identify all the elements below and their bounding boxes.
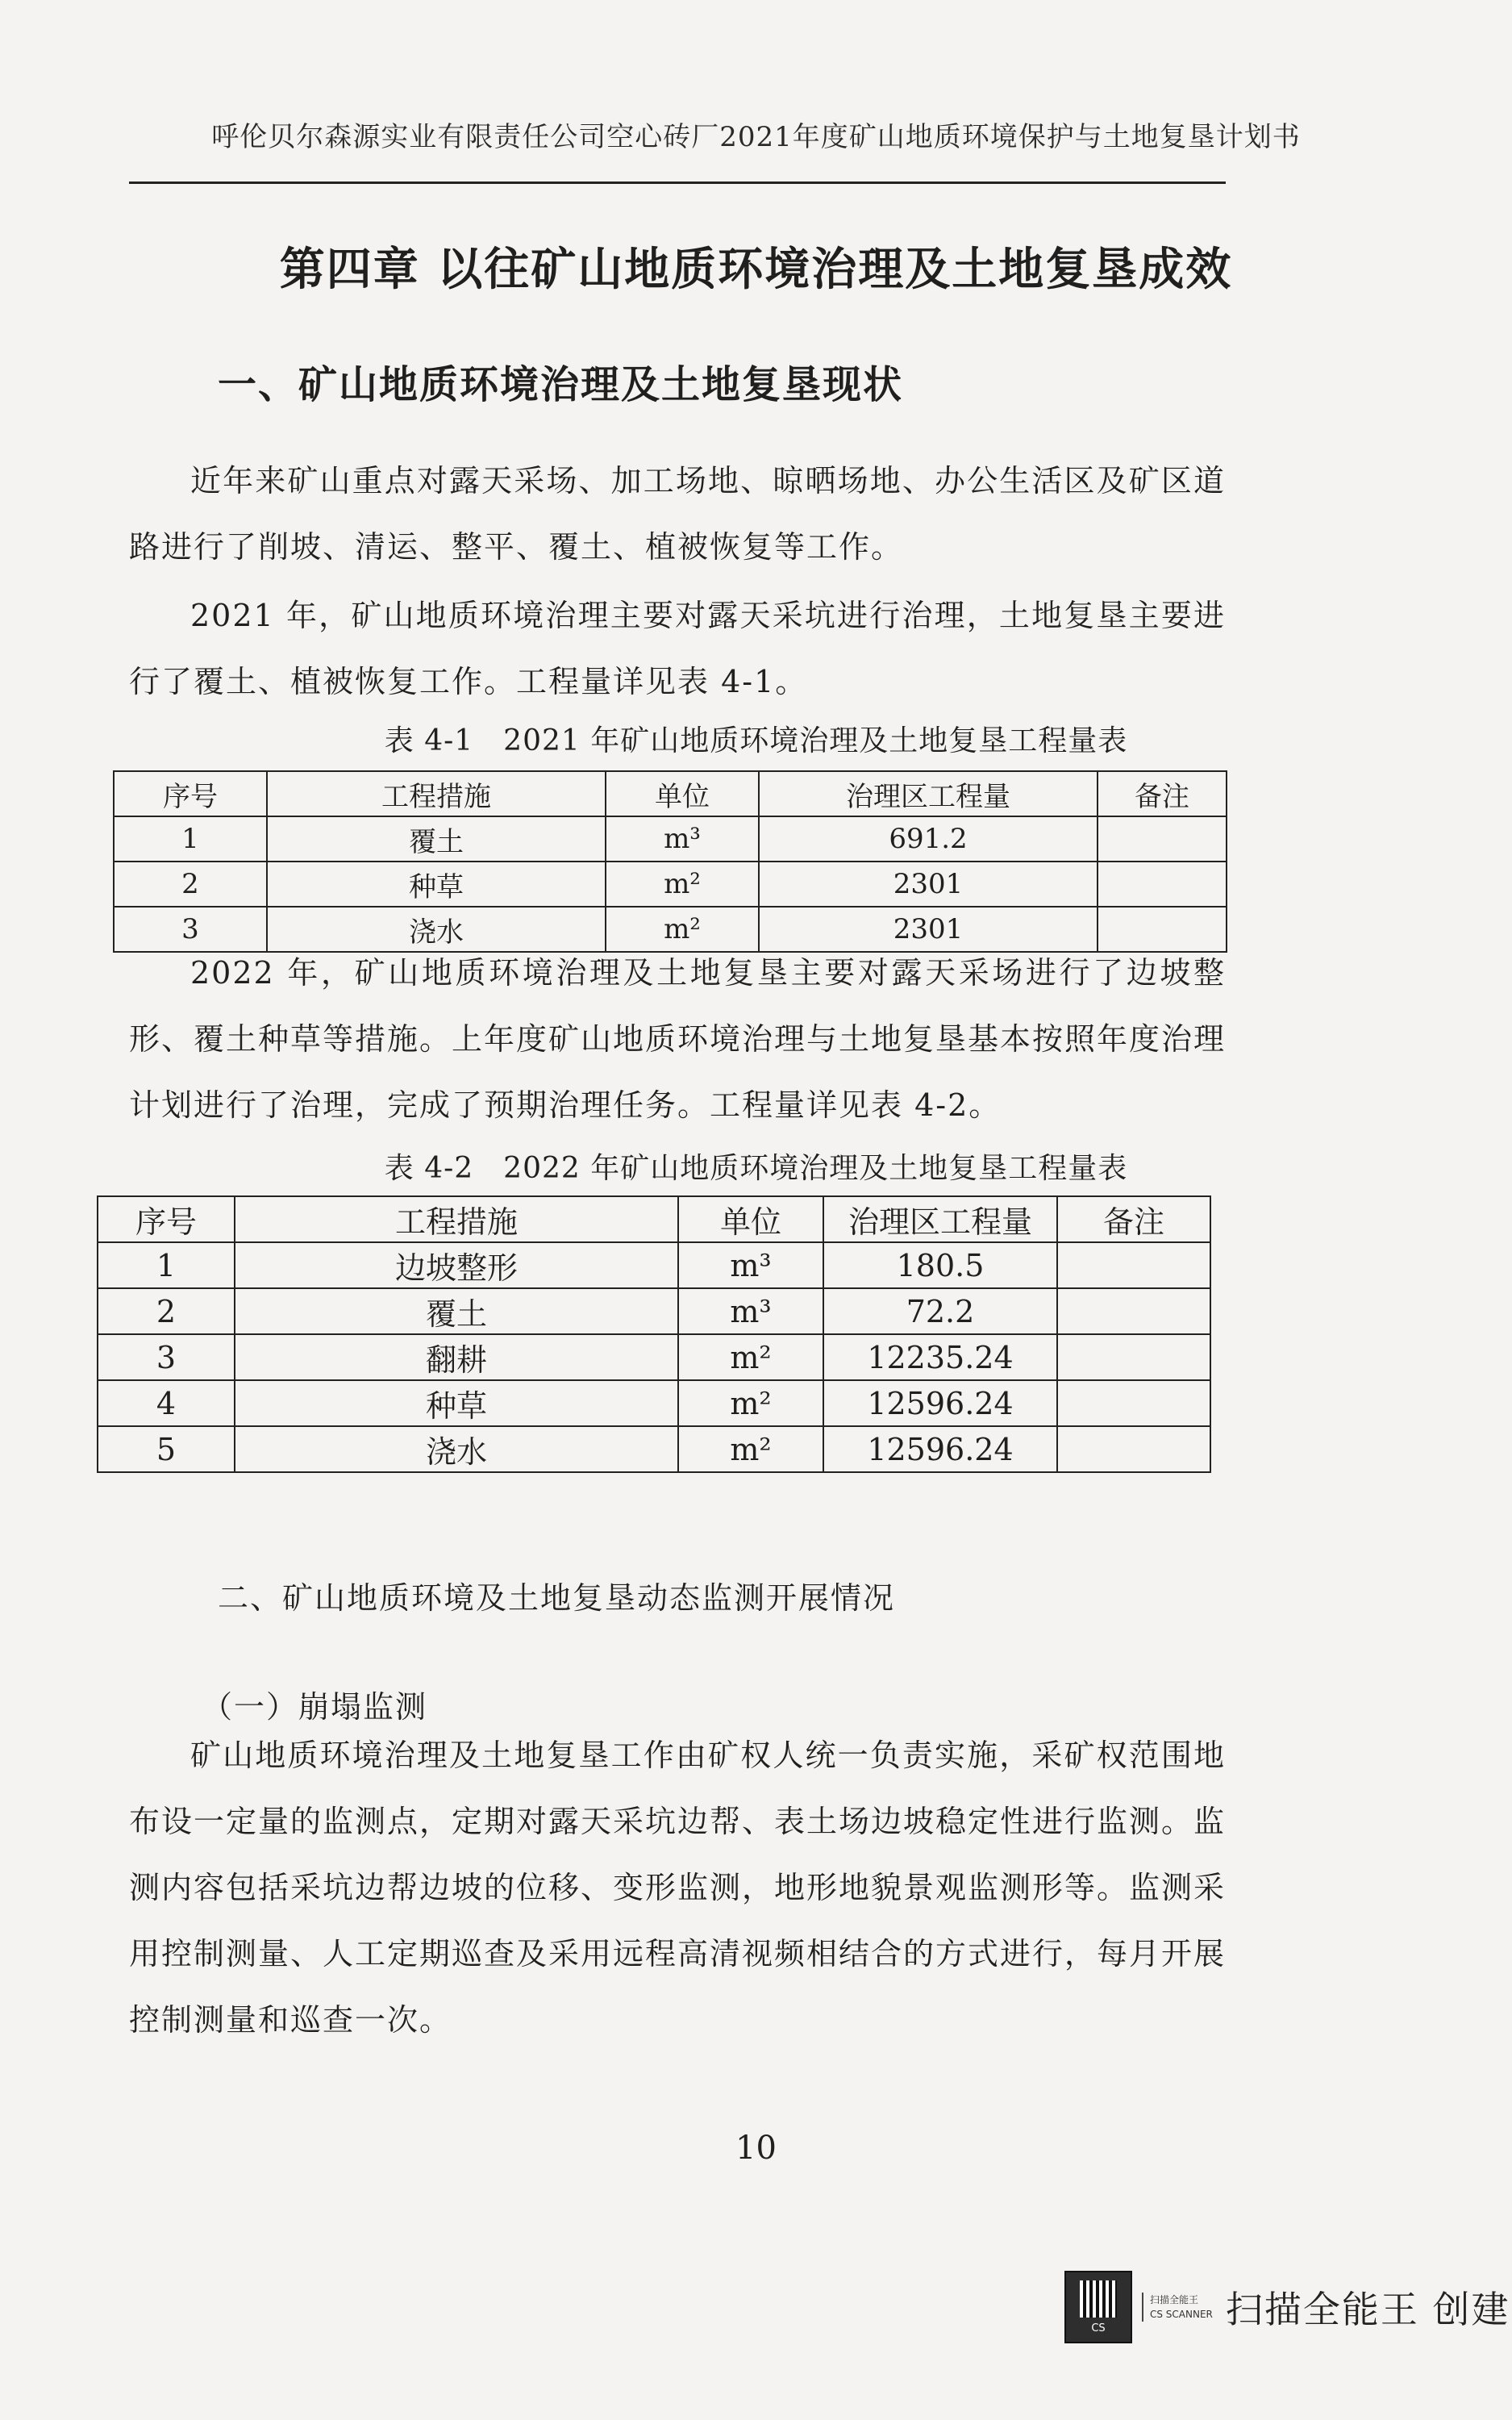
- page-number: 10: [735, 2130, 777, 2167]
- section-heading-2: 二、矿山地质环境及土地复垦动态监测开展情况: [218, 1580, 896, 1616]
- cell-quantity: 691.2: [759, 816, 1098, 862]
- table-4-1: [113, 770, 1227, 953]
- cell-remarks: [1057, 1334, 1210, 1380]
- cell-remarks: [1057, 1242, 1210, 1288]
- cell-unit: m²: [678, 1380, 823, 1426]
- chapter-title: 第四章 以往矿山地质环境治理及土地复垦成效: [279, 243, 1233, 296]
- section-heading-1: 一、矿山地质环境治理及土地复垦现状: [218, 362, 904, 407]
- cell-index: 5: [98, 1426, 235, 1472]
- cell-index: 2: [98, 1288, 235, 1334]
- table-caption-4-2: 表 4-2 2022 年矿山地质环境治理及土地复垦工程量表: [384, 1152, 1128, 1185]
- paragraph-2: 2021 年，矿山地质环境治理主要对露天采坑进行治理，土地复垦主要进行了覆土、植被恢复工作。工程量详见表 4-1。: [129, 598, 1226, 699]
- cell-unit: m²: [678, 1426, 823, 1472]
- col-header-quantity: 治理区工程量: [823, 1196, 1057, 1242]
- cell-measure: 浇水: [235, 1426, 678, 1472]
- col-header-index: 序号: [98, 1196, 235, 1242]
- table-header-row: [114, 771, 1227, 816]
- cell-measure: 种草: [267, 862, 606, 907]
- cell-quantity: 2301: [759, 862, 1098, 907]
- cell-index: 2: [114, 862, 267, 907]
- header-divider: [129, 182, 1226, 184]
- cell-index: 1: [98, 1242, 235, 1288]
- cell-measure: 边坡整形: [235, 1242, 678, 1288]
- cell-index: 4: [98, 1380, 235, 1426]
- table-row: [98, 1334, 1210, 1380]
- cell-unit: m³: [678, 1288, 823, 1334]
- cell-remarks: [1057, 1288, 1210, 1334]
- cell-index: 3: [114, 907, 267, 952]
- cell-measure: 翻耕: [235, 1334, 678, 1380]
- col-header-measure: 工程措施: [267, 771, 606, 816]
- cell-remarks: [1057, 1426, 1210, 1472]
- camscanner-logo-icon: [1064, 2271, 1132, 2343]
- logo-text: CS: [1091, 2322, 1106, 2334]
- table-row: [98, 1380, 1210, 1426]
- table-row: [98, 1426, 1210, 1472]
- table-4-2: [97, 1195, 1211, 1473]
- cell-remarks: [1098, 862, 1227, 907]
- table-row: [114, 862, 1227, 907]
- cell-unit: m³: [678, 1242, 823, 1288]
- cell-index: 1: [114, 816, 267, 862]
- badge-line-2: CS SCANNER: [1150, 2309, 1213, 2320]
- table-row: [98, 1242, 1210, 1288]
- cell-quantity: 12596.24: [823, 1426, 1057, 1472]
- cell-quantity: 12596.24: [823, 1380, 1057, 1426]
- col-header-unit: 单位: [678, 1196, 823, 1242]
- col-header-unit: 单位: [606, 771, 759, 816]
- cell-quantity: 72.2: [823, 1288, 1057, 1334]
- subsection-heading: （一）崩塌监测: [202, 1689, 428, 1725]
- watermark-badge: [1142, 2293, 1213, 2322]
- cell-index: 3: [98, 1334, 235, 1380]
- table-caption-4-1: 表 4-1 2021 年矿山地质环境治理及土地复垦工程量表: [384, 724, 1128, 757]
- cell-measure: 覆土: [235, 1288, 678, 1334]
- cell-measure: 浇水: [267, 907, 606, 952]
- cell-remarks: [1098, 816, 1227, 862]
- running-header: 呼伦贝尔森源实业有限责任公司空心砖厂2021年度矿山地质环境保护与土地复垦计划书: [211, 121, 1301, 153]
- cell-quantity: 12235.24: [823, 1334, 1057, 1380]
- cell-quantity: 180.5: [823, 1242, 1057, 1288]
- qr-code-icon: [1080, 2280, 1117, 2318]
- cell-unit: m²: [606, 907, 759, 952]
- cell-quantity: 2301: [759, 907, 1098, 952]
- cell-unit: m³: [606, 816, 759, 862]
- cell-measure: 覆土: [267, 816, 606, 862]
- paragraph-1: 近年来矿山重点对露天采场、加工场地、晾晒场地、办公生活区及矿区道路进行了削坡、清运、整平、覆土、植被恢复等工作。: [129, 463, 1226, 565]
- cell-measure: 种草: [235, 1380, 678, 1426]
- cell-unit: m²: [606, 862, 759, 907]
- cell-unit: m²: [678, 1334, 823, 1380]
- cell-remarks: [1057, 1380, 1210, 1426]
- scanner-watermark: [1064, 2271, 1510, 2343]
- table-header-row: [98, 1196, 1210, 1242]
- paragraph-4: 矿山地质环境治理及土地复垦工作由矿权人统一负责实施，采矿权范围地布设一定量的监测点，定期对露天采坑边帮、表土场边坡稳定性进行监测。监测内容包括采坑边帮边坡的位移、变形监测，地形地貌景观监测形等。监测采用控制测量、人工定期巡查及采用远程高清视频相结合的方式进行，每月开展控制测量和巡查一次。: [129, 1738, 1227, 2038]
- watermark-text: 扫描全能王 创建: [1225, 2288, 1510, 2331]
- badge-line-1: 扫描全能王: [1150, 2294, 1199, 2305]
- col-header-measure: 工程措施: [235, 1196, 678, 1242]
- col-header-remarks: 备注: [1098, 771, 1227, 816]
- table-row: [114, 816, 1227, 862]
- table-row: [98, 1288, 1210, 1334]
- col-header-index: 序号: [114, 771, 267, 816]
- col-header-remarks: 备注: [1057, 1196, 1210, 1242]
- paragraph-3: 2022 年，矿山地质环境治理及土地复垦主要对露天采场进行了边坡整形、覆土种草等措施。上年度矿山地质环境治理与土地复垦基本按照年度治理计划进行了治理，完成了预期治理任务。工程量详见表 4-2。: [129, 955, 1227, 1123]
- col-header-quantity: 治理区工程量: [759, 771, 1098, 816]
